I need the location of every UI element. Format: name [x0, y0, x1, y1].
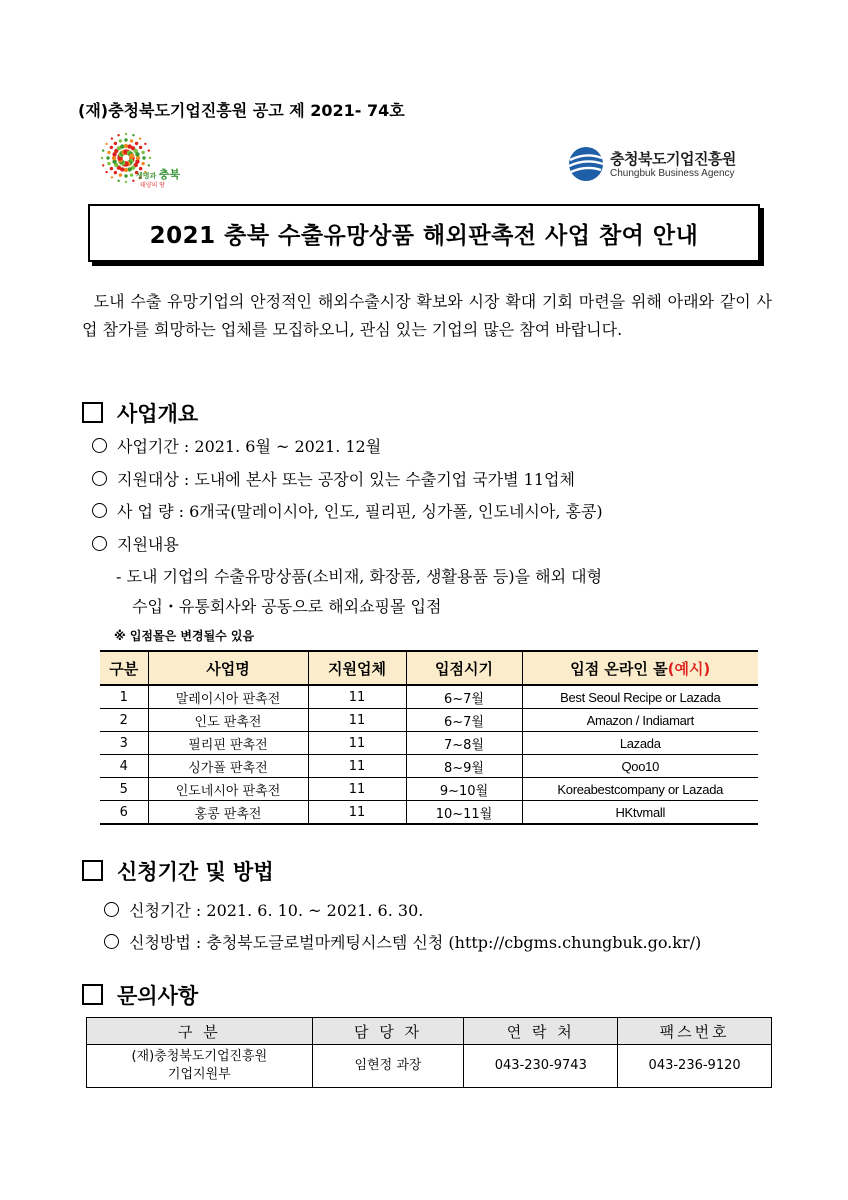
- agency-logo: [566, 144, 756, 186]
- checkbox-square-icon: [82, 860, 103, 881]
- overview-item-target: [92, 467, 575, 490]
- col-header-period: 입점시기: [406, 651, 522, 685]
- cell-period: 8~9월: [406, 755, 522, 778]
- checkbox-square-icon: [82, 402, 103, 423]
- contact-phone: 043-230-9743: [464, 1045, 618, 1088]
- cell-mall: Qoo10: [522, 755, 758, 778]
- contact-header-row: [87, 1018, 772, 1045]
- cell-program: 홍콩 판촉전: [148, 801, 308, 825]
- content-detail-line-1: - 도내 기업의 수출유망상품(소비재, 화장품, 생활용품 등)을 해외 대형: [116, 567, 603, 586]
- circle-bullet-icon: [92, 471, 107, 486]
- col-header-division: 구 분: [87, 1018, 313, 1045]
- table-row: [100, 778, 758, 801]
- apply-item-text: 신청기간 : 2021. 6. 10. ~ 2021. 6. 30.: [129, 901, 424, 920]
- apply-item-period: [104, 898, 423, 921]
- circle-bullet-icon: [104, 902, 119, 917]
- cell-companies: 11: [308, 755, 406, 778]
- overview-item-content: [92, 532, 179, 555]
- cell-no: 1: [100, 685, 148, 709]
- section-overview-label: 사업개요: [117, 402, 199, 426]
- mall-header-example: (예시): [667, 659, 711, 678]
- overview-item-volume: [92, 499, 603, 522]
- intro-paragraph: [82, 288, 772, 344]
- org-line-2: 기업지원부: [167, 1067, 231, 1082]
- chungbuk-slogan-logo: [96, 130, 196, 192]
- program-table: [100, 650, 758, 825]
- cell-period: 6~7월: [406, 685, 522, 709]
- cell-program: 인도네시아 판촉전: [148, 778, 308, 801]
- logo-slogan-1: 생명과: [136, 172, 157, 180]
- overview-item-text: 사업기간 : 2021. 6월 ~ 2021. 12월: [117, 437, 382, 456]
- cell-program: 인도 판촉전: [148, 709, 308, 732]
- intro-text: 도내 수출 유망기업의 안정적인 해외수출시장 확보와 시장 확대 기회 마련을 위해 아래와 같이 사업 참가를 희망하는 업체를 모집하오니, 관심 있는 기업의 많은 참여 바랍니다.: [82, 292, 773, 339]
- cell-period: 7~8월: [406, 732, 522, 755]
- overview-item-text: 지원대상 : 도내에 본사 또는 공장이 있는 수출기업 국가별 11업체: [117, 470, 575, 489]
- cell-companies: 11: [308, 778, 406, 801]
- cell-no: 4: [100, 755, 148, 778]
- apply-item-method: [104, 930, 701, 953]
- apply-item-text: 신청방법 : 충청북도글로벌마케팅시스템 신청 (http://cbgms.chungbuk.go.kr/): [129, 933, 702, 952]
- notice-number: (재)충청북도기업진흥원 공고 제 2021- 74호: [78, 101, 405, 120]
- cell-period: 9~10월: [406, 778, 522, 801]
- cell-companies: 11: [308, 709, 406, 732]
- table-row: [100, 685, 758, 709]
- circle-bullet-icon: [92, 438, 107, 453]
- contact-org: [87, 1045, 313, 1088]
- cell-companies: 11: [308, 732, 406, 755]
- table-row: [100, 801, 758, 825]
- section-contact-label: 문의사항: [117, 984, 199, 1008]
- section-apply-label: 신청기간 및 방법: [117, 860, 274, 884]
- contact-row: [87, 1045, 772, 1088]
- cell-mall: Koreabestcompany or Lazada: [522, 778, 758, 801]
- col-header-fax: 팩스번호: [618, 1018, 772, 1045]
- contact-fax: 043-236-9120: [618, 1045, 772, 1088]
- table-row: [100, 709, 758, 732]
- section-contact-title: [82, 980, 198, 1010]
- overview-item-text: 지원내용: [117, 535, 179, 554]
- contact-person: 임현정 과장: [312, 1045, 464, 1088]
- table-header-row: [100, 651, 758, 685]
- cell-program: 필리핀 판촉전: [148, 732, 308, 755]
- cell-mall: Lazada: [522, 732, 758, 755]
- cell-companies: 11: [308, 801, 406, 825]
- circle-bullet-icon: [104, 934, 119, 949]
- cell-no: 2: [100, 709, 148, 732]
- section-apply-title: [82, 856, 274, 886]
- col-header-mall: [522, 651, 758, 685]
- col-header-no: 구분: [100, 651, 148, 685]
- content-detail-line-2: 수입・유통회사와 공동으로 해외쇼핑몰 입점: [132, 597, 442, 616]
- cell-mall: Best Seoul Recipe or Lazada: [522, 685, 758, 709]
- col-header-companies: 지원업체: [308, 651, 406, 685]
- logo-slogan-3: 태양의 땅: [140, 182, 166, 189]
- org-line-1: (재)충청북도기업진흥원: [131, 1049, 268, 1064]
- cell-no: 5: [100, 778, 148, 801]
- circle-bullet-icon: [92, 536, 107, 551]
- mall-change-note: ※ 입점몰은 변경될수 있음: [114, 629, 255, 643]
- cell-companies: 11: [308, 685, 406, 709]
- table-row: [100, 732, 758, 755]
- table-row: [100, 755, 758, 778]
- overview-item-text: 사 업 량 : 6개국(말레이시아, 인도, 필리핀, 싱가폴, 인도네시아, 홍콩): [117, 502, 603, 521]
- contact-table: [86, 1017, 772, 1088]
- cell-mall: HKtvmall: [522, 801, 758, 825]
- page-title: 2021 충북 수출유망상품 해외판촉전 사업 참여 안내: [88, 204, 760, 262]
- cell-program: 싱가폴 판촉전: [148, 755, 308, 778]
- logo-slogan-2: 충북: [158, 168, 180, 181]
- cell-program: 말레이시아 판촉전: [148, 685, 308, 709]
- agency-name-en: Chungbuk Business Agency: [610, 168, 735, 179]
- globe-icon: [566, 144, 606, 184]
- col-header-phone: 연 락 처: [464, 1018, 618, 1045]
- circle-bullet-icon: [92, 503, 107, 518]
- cell-period: 6~7월: [406, 709, 522, 732]
- cell-no: 6: [100, 801, 148, 825]
- col-header-program: 사업명: [148, 651, 308, 685]
- agency-name-ko: 충청북도기업진흥원: [610, 150, 736, 168]
- cell-no: 3: [100, 732, 148, 755]
- col-header-person: 담 당 자: [312, 1018, 464, 1045]
- section-overview-title: [82, 398, 198, 428]
- overview-item-period: [92, 434, 381, 457]
- checkbox-square-icon: [82, 984, 103, 1005]
- cell-mall: Amazon / Indiamart: [522, 709, 758, 732]
- mall-header-label: 입점 온라인 몰: [570, 659, 668, 678]
- cell-period: 10~11월: [406, 801, 522, 825]
